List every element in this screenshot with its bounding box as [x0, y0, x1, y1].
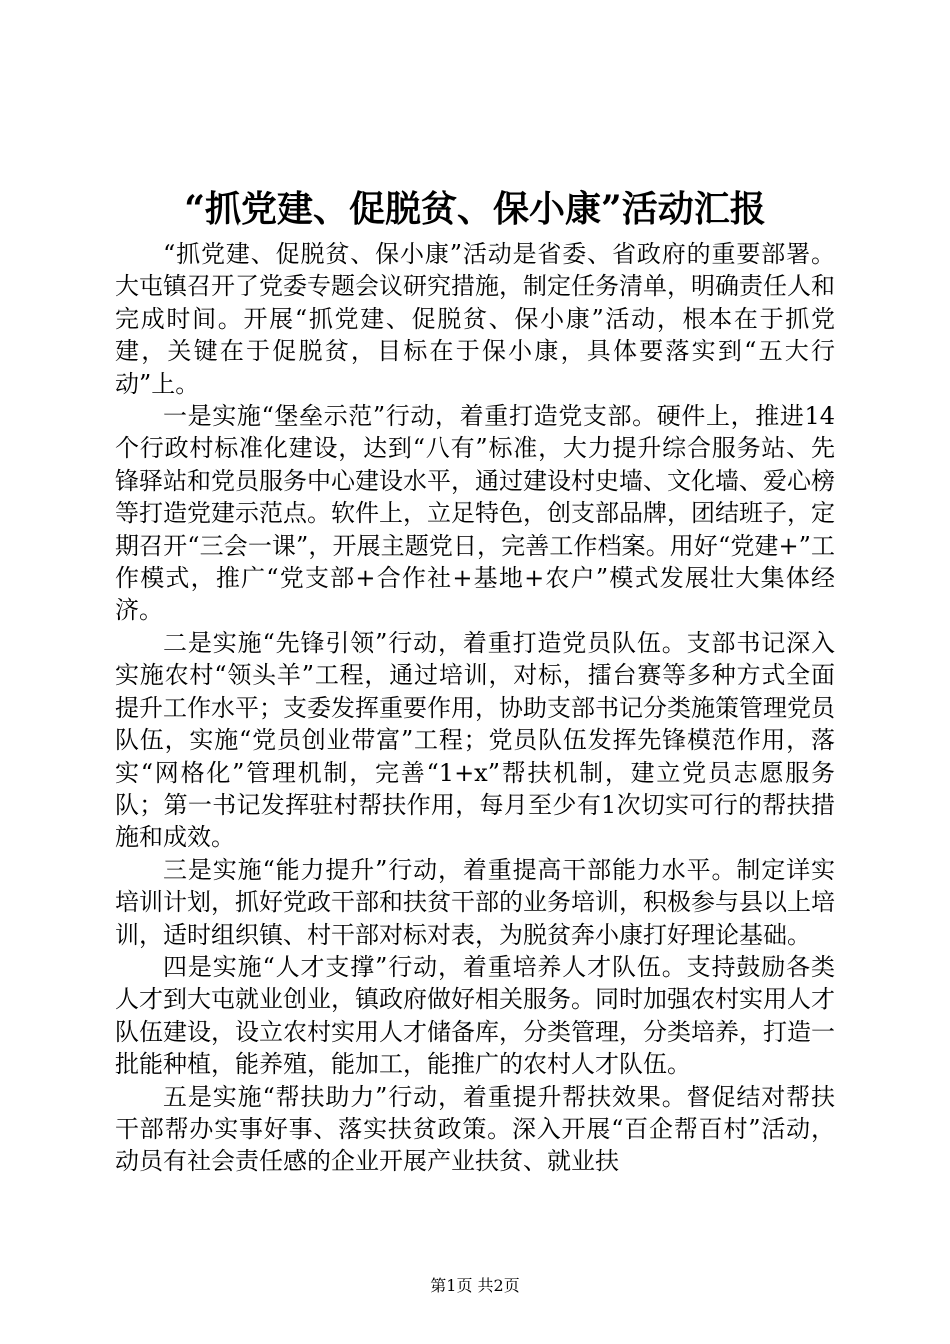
paragraph-action-2: 二是实施“先锋引领”行动，着重打造党员队伍。支部书记深入实施农村“领头羊”工程，通过培训，对标，擂台赛等多种方式全面提升工作水平；支委发挥重要作用，协助支部书记分类施策管理党员队伍，实施“党员创业带富”工程；党员队伍发挥先锋模范作用，落实“网格化”管理机制，完善“1+x”帮扶机制，建立党员志愿服务队；第一书记发挥驻村帮扶作用，每月至少有1次切实可行的帮扶措施和成效。: [115, 628, 835, 852]
paragraph-action-4: 四是实施“人才支撑”行动，着重培养人才队伍。支持鼓励各类人才到大屯就业创业，镇政府做好相关服务。同时加强农村实用人才队伍建设，设立农村实用人才储备库，分类管理，分类培养，打造一批能种植，能养殖，能加工，能推广的农村人才队伍。: [115, 952, 835, 1079]
page-number-footer: 第1页 共2页: [430, 1276, 520, 1295]
paragraph-action-1: 一是实施“堡垒示范”行动，着重打造党支部。硬件上，推进14个行政村标准化建设，达到“八有”标准，大力提升综合服务站、先锋驿站和党员服务中心建设水平，通过建设村史墙、文化墙、爱心榜等打造党建示范点。软件上，立足特色，创支部品牌，团结班子，定期召开“三会一课”，开展主题党日，完善工作档案。用好“党建+”工作模式，推广“党支部+合作社+基地+农户”模式发展壮大集体经济。: [115, 402, 835, 625]
document-body: [115, 238, 835, 1178]
paragraph-action-5: 五是实施“帮扶助力”行动，着重提升帮扶效果。督促结对帮扶干部帮办实事好事、落实扶贫政策。深入开展“百企帮百村”活动，动员有社会责任感的企业开展产业扶贫、就业扶: [115, 1082, 835, 1176]
paragraph-action-3: 三是实施“能力提升”行动，着重提高干部能力水平。制定详实培训计划，抓好党政干部和扶贫干部的业务培训，积极参与县以上培训，适时组织镇、村干部对标对表，为脱贫奔小康打好理论基础。: [115, 855, 835, 949]
paragraph-intro: “抓党建、促脱贫、保小康”活动是省委、省政府的重要部署。大屯镇召开了党委专题会议研究措施，制定任务清单，明确责任人和完成时间。开展“抓党建、促脱贫、保小康”活动，根本在于抓党建，关键在于促脱贫，目标在于保小康，具体要落实到“五大行动”上。: [115, 240, 835, 398]
document-title: “抓党建、促脱贫、保小康”活动汇报: [184, 188, 766, 230]
